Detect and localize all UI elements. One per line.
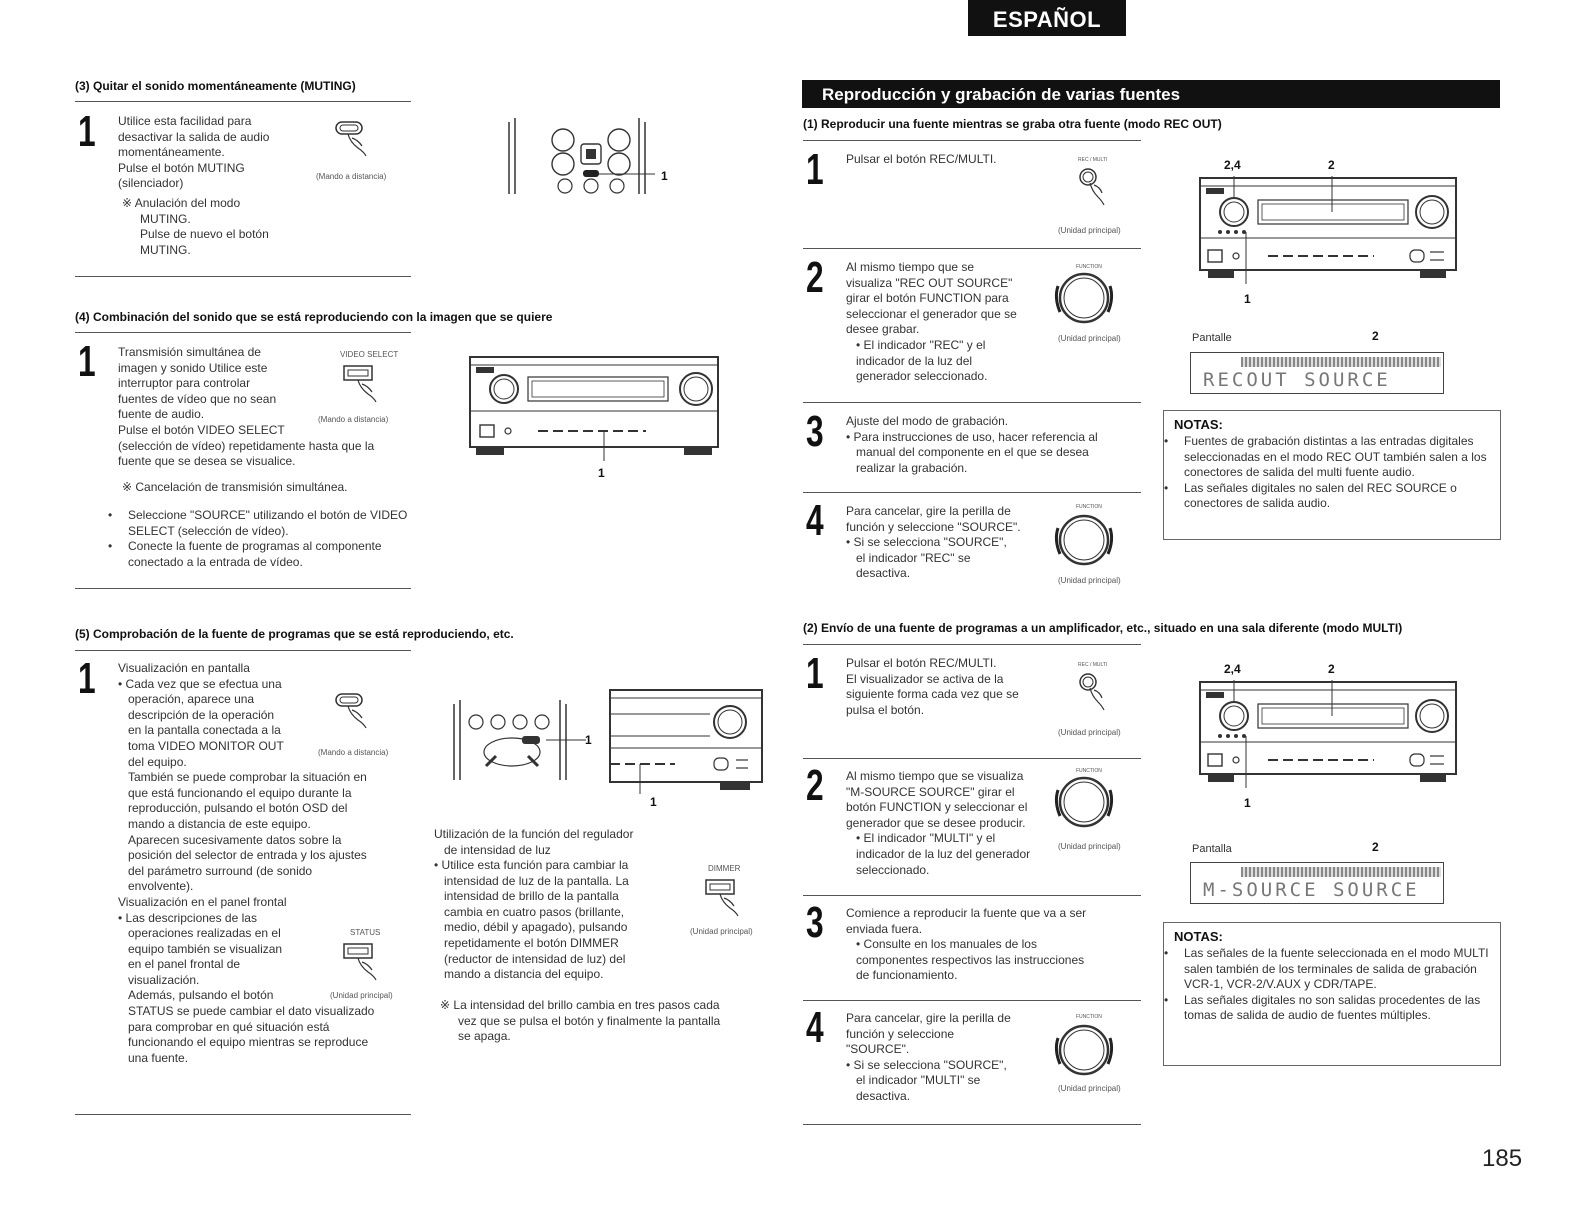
divider: [803, 248, 1141, 249]
step-number: 3: [806, 898, 824, 947]
note-item: • Las señales digitales no salen del REC SOURCE o conectores de salida audio.: [1164, 480, 1457, 511]
divider: [803, 492, 1141, 493]
unit-caption: (Unidad principal): [690, 927, 753, 936]
step-number: 1: [78, 337, 96, 386]
callout-label: 2: [1328, 662, 1335, 676]
notes-title: NOTAS:: [1174, 929, 1223, 944]
callout-label: 2: [1372, 329, 1379, 343]
step-text: Para cancelar, gire la perilla de función y seleccione "SOURCE". • Si se selecciona "SOURCE", el indicador "MULTI" se desactiva.: [846, 1011, 1011, 1103]
remote-control-illustration: [505, 118, 655, 198]
remote-and-receiver-illustration: [450, 690, 765, 802]
divider: [75, 650, 411, 651]
indicator-strip: [1241, 357, 1441, 367]
dimmer-label: DIMMER: [708, 864, 741, 873]
section-4-text: Transmisión simultánea de imagen y sonido Utilice este interruptor para controlar fuentes de vídeo que no sean fuente de audio. Pulse el botón VIDEO SELECT (selección de vídeo) repetidamente hasta que la fuente que se desea se visualice.: [118, 345, 375, 469]
step-text: Para cancelar, gire la perilla de función y seleccione "SOURCE". • Si se selecciona "SOURCE", el indicador "REC" se desactiva.: [846, 504, 1021, 581]
dimmer-note: ※ La intensidad del brillo cambia en tres pasos cada vez que se pulsa el botón y finalmente la pantalla se apaga.: [440, 998, 721, 1044]
step-text: Pulsar el botón REC/MULTI.: [846, 152, 997, 166]
muting-button-icon: [330, 118, 380, 168]
video-select-label: VIDEO SELECT: [340, 350, 399, 359]
note-item: • Las señales de la fuente seleccionada en el modo MULTI salen también de los terminales de salida de grabación VCR-1, VCR-2/V.AUX y CDR/TAPE.: [1164, 946, 1489, 992]
dimmer-title: Utilización de la función del regulador de intensidad de luz: [434, 827, 634, 857]
svg-text:FUNCTION: FUNCTION: [1076, 504, 1102, 510]
divider: [803, 1124, 1141, 1125]
step-text: Comience a reproducir la fuente que va a ser enviada fuera. • Consulte en los manuales de los componentes respectivos las instrucciones de funcionamiento.: [846, 906, 1087, 983]
unit-caption: (Unidad principal): [1058, 1084, 1121, 1093]
callout-label: 2,4: [1224, 158, 1241, 172]
callout-1: 1: [585, 733, 592, 747]
step-text: Al mismo tiempo que se visualiza "M-SOURCE SOURCE" girar el botón FUNCTION y seleccionar el generador que se desee producir. • El indicador "MULTI" y el indicador de la luz del generador seleccionado.: [846, 769, 1031, 877]
page-number: 185: [1482, 1145, 1523, 1172]
status-label: STATUS: [350, 928, 381, 937]
section-4-bullets: • Seleccione "SOURCE" utilizando el botón de VIDEO SELECT (selección de vídeo). • Conecte la fuente de programas al componente conectado a la entrada de vídeo.: [108, 508, 408, 569]
divider: [803, 140, 1141, 141]
section-4-note: ※ Cancelación de transmisión simultánea.: [122, 480, 348, 494]
unit-caption: (Unidad principal): [330, 991, 393, 1000]
dimmer-button-icon: [702, 876, 752, 926]
section-3-heading: (3) Quitar el sonido momentáneamente (MUTING): [75, 79, 356, 93]
remote-caption: (Mando a distancia): [318, 415, 389, 424]
svg-text:FUNCTION: FUNCTION: [1076, 768, 1102, 774]
function-knob-icon: [1050, 764, 1140, 844]
divider: [75, 332, 411, 333]
front-panel-display: [1190, 862, 1444, 904]
svg-text:FUNCTION: FUNCTION: [1076, 1014, 1102, 1020]
divider: [75, 101, 411, 102]
callout-1: 1: [650, 795, 657, 809]
section-4-heading: (4) Combinación del sonido que se está reproduciendo con la imagen que se quiere: [75, 310, 553, 324]
video-select-button-icon: [340, 362, 390, 412]
divider: [803, 895, 1141, 896]
svg-text:FUNCTION: FUNCTION: [1076, 264, 1102, 270]
callout-label: 2: [1328, 158, 1335, 172]
notes-title: NOTAS:: [1174, 417, 1223, 432]
divider: [75, 276, 411, 277]
section-3-note: ※ Anulación del modo MUTING. Pulse de nuevo el botón MUTING.: [122, 196, 269, 257]
callout-1: 1: [598, 466, 605, 480]
receiver-front-illustration: [1198, 176, 1460, 288]
step-text: Al mismo tiempo que se visualiza "REC OUT SOURCE" girar el botón FUNCTION para seleccionar el generador que se desee grabar. • El indicador "REC" y el indicador de la luz del generador seleccionado.: [846, 260, 1017, 384]
step-number: 1: [78, 654, 96, 703]
step-number: 4: [806, 1003, 824, 1052]
remote-caption: (Mando a distancia): [316, 172, 387, 181]
callout-label: 2: [1372, 840, 1379, 854]
divider: [75, 1114, 411, 1115]
divider: [75, 588, 411, 589]
display-text: RECOUT SOURCE: [1203, 369, 1391, 391]
notes-box: [1163, 922, 1501, 1066]
unit-caption: (Unidad principal): [1058, 576, 1121, 585]
note-item: • Las señales digitales no son salidas procedentes de las tomas de salida de audio de fuentes múltiples.: [1164, 992, 1481, 1023]
callout-label: 1: [1244, 796, 1251, 810]
status-button-icon: [340, 940, 390, 990]
section-banner: Reproducción y grabación de varias fuentes: [802, 80, 1500, 108]
divider: [803, 644, 1141, 645]
unit-caption: (Unidad principal): [1058, 728, 1121, 737]
subsection-1-heading: (1) Reproducir una fuente mientras se graba otra fuente (modo REC OUT): [803, 117, 1222, 131]
unit-caption: (Unidad principal): [1058, 334, 1121, 343]
note-item: • Fuentes de grabación distintas a las entradas digitales seleccionadas en el modo REC OUT también salen a los conectores de salida del multi fuente audio.: [1164, 434, 1487, 480]
step-number: 1: [806, 649, 824, 698]
step-text: Pulsar el botón REC/MULTI. El visualizador se activa de la siguiente forma cada vez que se pulsa el botón.: [846, 656, 1019, 717]
step-number: 3: [806, 407, 824, 456]
divider: [803, 402, 1141, 403]
step-number: 1: [78, 107, 96, 156]
section-5-text: Visualización en pantalla • Cada vez que se efectua una operación, aparece una descripción de la operación en la pantalla conectada a la toma VIDEO MONITOR OUT del equipo. También se puede comprobar la situación en que está funcionando el equipo durante la reproducción, pulsando el botón OSD del mando a distancia de este equipo. Aparecen sucesivamente datos sobre la posición del selector de entrada y los ajustes del parámetro surround (de sonido envolvente). Visualización en el panel frontal • Las descripciones de las operaciones realizadas en el equipo también se visualizan en el panel frontal de visualización. Además, pulsando el botón STATUS se puede cambiar el dato visualizado para comprobar en qué situación está funcionando el equipo mientras se reproduce una fuente.: [118, 661, 375, 1065]
osd-button-icon: [330, 690, 380, 740]
divider: [803, 1000, 1141, 1001]
receiver-front-illustration: [468, 355, 720, 465]
svg-text:REC / MULTI: REC / MULTI: [1078, 157, 1108, 163]
callout-1: 1: [661, 169, 668, 183]
step-number: 2: [806, 761, 824, 810]
subsection-2-heading: (2) Envío de una fuente de programas a un amplificador, etc., situado en una sala diferente (modo MULTI): [803, 621, 1403, 635]
unit-caption: (Unidad principal): [1058, 226, 1121, 235]
indicator-strip: [1241, 867, 1441, 877]
remote-caption: (Mando a distancia): [318, 748, 389, 757]
rec-multi-button-icon: [1074, 660, 1114, 720]
display-label: Pantalla: [1192, 843, 1232, 855]
step-text: Ajuste del modo de grabación. • Para instrucciones de uso, hacer referencia al manual del componente en el que se desea realizar la grabación.: [846, 414, 1098, 475]
function-knob-icon: [1050, 500, 1140, 580]
display-text: M-SOURCE SOURCE: [1203, 879, 1420, 901]
step-number: 1: [806, 145, 824, 194]
dimmer-text: • Utilice esta función para cambiar la intensidad de luz de la pantalla. La intensidad de brillo de la pantalla cambia en cuatro pasos (brillante, medio, débil y apagado), pulsando repetidamente el botón DIMMER (reductor de intensidad de luz) del mando a distancia del equipo.: [434, 858, 629, 982]
step-number: 2: [806, 253, 824, 302]
callout-label: 2,4: [1224, 662, 1241, 676]
section-3-text: Utilice esta facilidad para desactivar la salida de audio momentáneamente. Pulse el botón MUTING (silenciador): [118, 114, 270, 191]
language-tab: ESPAÑOL: [968, 0, 1126, 36]
function-knob-icon: [1050, 262, 1140, 342]
unit-caption: (Unidad principal): [1058, 842, 1121, 851]
svg-text:REC / MULTI: REC / MULTI: [1078, 662, 1108, 668]
front-panel-display: [1190, 352, 1444, 394]
callout-label: 1: [1244, 292, 1251, 306]
function-knob-icon: [1050, 1010, 1140, 1090]
section-5-heading: (5) Comprobación de la fuente de programas que se está reproduciendo, etc.: [75, 627, 514, 641]
divider: [803, 758, 1141, 759]
notes-box: [1163, 410, 1501, 540]
step-number: 4: [806, 496, 824, 545]
rec-multi-button-icon: [1074, 155, 1114, 215]
receiver-front-illustration: [1198, 680, 1460, 792]
display-label: Pantalle: [1192, 332, 1232, 344]
